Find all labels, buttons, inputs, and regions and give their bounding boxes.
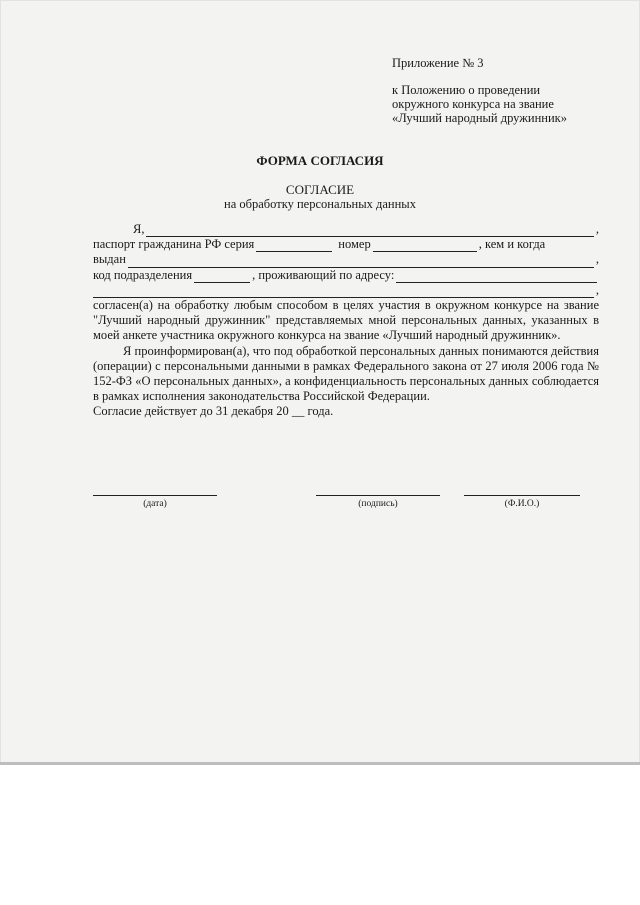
- date-caption: (дата): [93, 495, 217, 509]
- issued-row: [93, 252, 599, 267]
- document-title-block: [0, 182, 640, 212]
- division-code-line: [194, 271, 250, 283]
- page-edge: [0, 762, 640, 765]
- validity-paragraph: Согласие действует до 31 декабря 20 __ года.: [93, 404, 334, 419]
- passport-row: [93, 237, 599, 252]
- residing-label: , проживающий по адресу:: [252, 267, 395, 282]
- informed-paragraph: Я проинформирован(а), что под обработкой персональных данных понимаются действия (операции) с персональными данными в рамках Федерального закона от 27 июля 2006 года № 152-ФЗ «О персональных данных», а конфиденциальность персональных данных соблюдается в рамках исполнения законодательства Российской Федерации.: [93, 343, 599, 404]
- date-signature: [93, 495, 217, 509]
- document-title: СОГЛАСИЕ: [285, 182, 355, 197]
- passport-number-label: номер: [338, 237, 371, 252]
- name-row: [93, 222, 599, 237]
- comma: ,: [595, 252, 599, 267]
- comma: ,: [595, 221, 599, 236]
- fio-caption: (Ф.И.О.): [464, 495, 580, 509]
- comma: ,: [595, 282, 599, 297]
- appendix-line: окружного конкурса на звание: [392, 97, 554, 111]
- signature-block: [316, 495, 440, 509]
- form-title: ФОРМА СОГЛАСИЯ: [256, 153, 384, 168]
- issued-field-line: [128, 256, 594, 268]
- appendix-line: «Лучший народный дружинник»: [392, 111, 567, 125]
- address-line: [396, 271, 597, 283]
- signature-caption: (подпись): [316, 495, 440, 509]
- division-code-label: код подразделения: [93, 267, 193, 282]
- form-body: [93, 222, 599, 420]
- fio-block: [464, 495, 580, 509]
- name-field-line: [146, 225, 593, 237]
- appendix-block: [392, 56, 632, 125]
- appendix-line: к Положению о проведении: [392, 83, 541, 97]
- division-row: [93, 268, 599, 283]
- passport-series-line: [256, 240, 332, 252]
- consent-paragraph: согласен(а) на обработку любым способом в целях участия в окружном конкурсе на звание "Лучший народный дружинник" представляемых мной персональных данных, указанных в моей анкете участника окружного конкурса на звание «Лучший народный дружинник».: [93, 297, 599, 343]
- issued-label: выдан: [93, 252, 126, 267]
- address-row: [93, 283, 599, 298]
- appendix-number: Приложение № 3: [392, 56, 484, 70]
- issued-by-label: , кем и когда: [478, 237, 546, 252]
- address-line-2: [93, 286, 594, 298]
- document-subtitle: на обработку персональных данных: [224, 197, 416, 211]
- passport-label: паспорт гражданина РФ серия: [93, 237, 255, 252]
- name-label: Я,: [133, 221, 145, 236]
- passport-number-line: [373, 240, 477, 252]
